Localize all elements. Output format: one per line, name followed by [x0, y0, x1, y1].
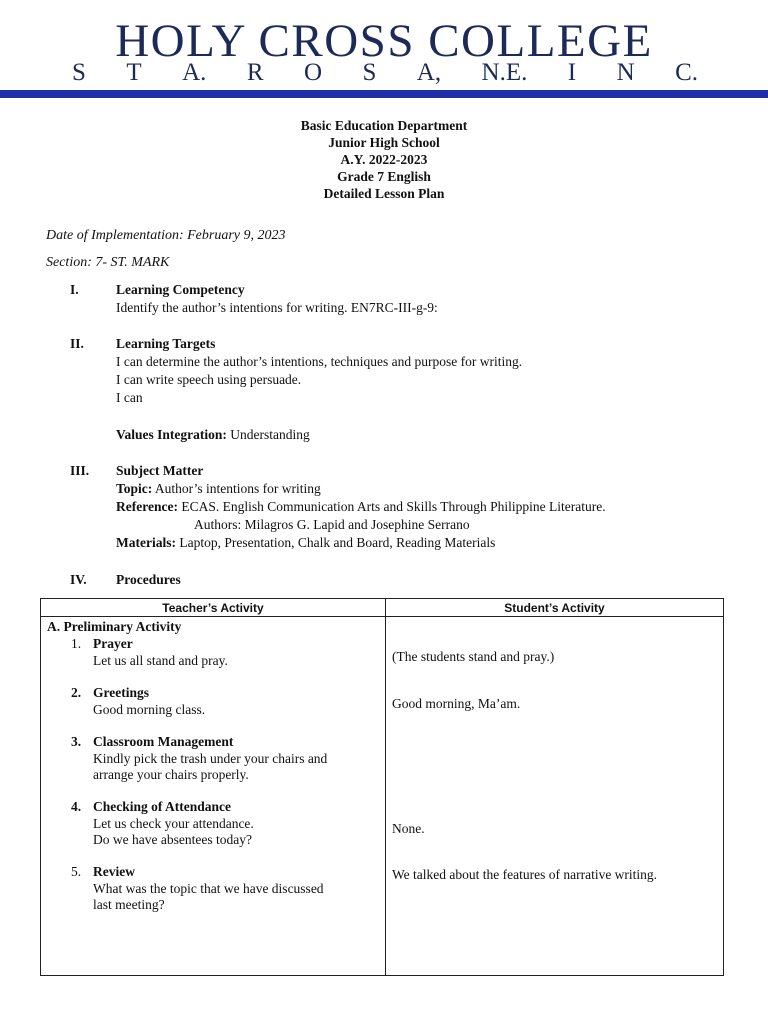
section-title: Learning Targets: [116, 336, 216, 351]
student-response: (The students stand and pray.): [392, 649, 555, 664]
location-letter: I: [567, 59, 577, 86]
topic-text: Author’s intentions for writing: [154, 481, 321, 496]
item-title: Prayer: [93, 636, 133, 651]
values-text: Understanding: [230, 427, 310, 442]
location-letter: A.: [182, 59, 207, 86]
procedures-table: [40, 598, 724, 976]
table-header-row: [41, 599, 724, 617]
section-numeral: I.: [70, 282, 79, 297]
teacher-activity-header: Teacher’s Activity: [41, 599, 386, 617]
location-letter: A,: [416, 59, 442, 86]
values-integration: [116, 427, 310, 443]
topic-line: [116, 481, 321, 497]
section-title: Procedures: [116, 572, 181, 587]
item-title: Review: [93, 864, 135, 879]
section-numeral: III.: [70, 463, 90, 478]
learning-target: I can: [116, 390, 143, 405]
teacher-line: arrange your chairs properly.: [93, 767, 249, 782]
college-name: HOLY CROSS COLLEGE: [115, 15, 653, 67]
item-number: 2.: [71, 685, 82, 700]
header-divider: [0, 90, 768, 98]
materials-label: Materials:: [116, 535, 176, 550]
reference-label: Reference:: [116, 499, 178, 514]
implementation-date: Date of Implementation: February 9, 2023: [46, 228, 286, 243]
student-activity-cell: [386, 617, 724, 976]
materials-line: [116, 535, 495, 551]
teacher-line: Do we have absentees today?: [93, 832, 252, 847]
item-title: Classroom Management: [93, 734, 234, 749]
section-numeral: IV.: [70, 572, 87, 587]
teacher-line: Good morning class.: [93, 702, 206, 717]
academic-year: A.Y. 2022-2023: [340, 152, 428, 167]
learning-target: I can determine the author’s intentions, techniques and purpose for writing.: [116, 354, 523, 369]
teacher-line: Let us check your attendance.: [93, 816, 254, 831]
section-title: Learning Competency: [116, 282, 245, 297]
grade-subject: Grade 7 English: [337, 169, 431, 184]
location-letter: S: [362, 59, 377, 86]
teacher-line: Let us all stand and pray.: [93, 653, 228, 668]
location-letter: R: [246, 59, 264, 86]
item-number: 3.: [71, 734, 82, 749]
college-location: [72, 58, 698, 88]
item-title: Greetings: [93, 685, 149, 700]
preliminary-activity-heading: A. Preliminary Activity: [47, 619, 182, 634]
location-letter: N: [616, 59, 635, 86]
reference-line: [116, 499, 606, 515]
location-letter: N.E.: [481, 59, 528, 86]
location-letter: O: [303, 59, 322, 86]
learning-target: I can write speech using persuade.: [116, 372, 302, 387]
table-row: [41, 617, 724, 976]
item-number: 4.: [71, 799, 82, 814]
competency-text: Identify the author’s intentions for writing. EN7RC-III-g-9:: [116, 300, 438, 315]
topic-label: Topic:: [116, 481, 153, 496]
item-number: 5.: [71, 864, 82, 879]
school-level: Junior High School: [328, 135, 440, 150]
teacher-line: Kindly pick the trash under your chairs and: [93, 751, 328, 766]
item-title: Checking of Attendance: [93, 799, 231, 814]
teacher-activity-cell: [41, 617, 386, 976]
values-label: Values Integration:: [116, 427, 227, 442]
section-name: Section: 7- ST. MARK: [46, 255, 170, 270]
location-letter: T: [126, 59, 142, 86]
department-title: Basic Education Department: [300, 118, 468, 133]
teacher-line: last meeting?: [93, 897, 165, 912]
document-type: Detailed Lesson Plan: [323, 186, 445, 201]
location-letter: S: [72, 59, 86, 86]
item-number: 1.: [71, 636, 82, 651]
section-numeral: II.: [70, 336, 84, 351]
student-activity-header: Student’s Activity: [386, 599, 724, 617]
authors-text: Authors: Milagros G. Lapid and Josephine Serrano: [194, 517, 470, 532]
teacher-line: What was the topic that we have discussed: [93, 881, 324, 896]
location-letter: C.: [675, 59, 698, 86]
section-title: Subject Matter: [116, 463, 204, 478]
reference-text: ECAS. English Communication Arts and Skills Through Philippine Literature.: [181, 499, 606, 514]
materials-text: Laptop, Presentation, Chalk and Board, Reading Materials: [179, 535, 496, 550]
student-response: Good morning, Ma’am.: [392, 696, 521, 711]
student-response: We talked about the features of narrative writing.: [392, 867, 658, 882]
student-response: None.: [392, 821, 425, 836]
